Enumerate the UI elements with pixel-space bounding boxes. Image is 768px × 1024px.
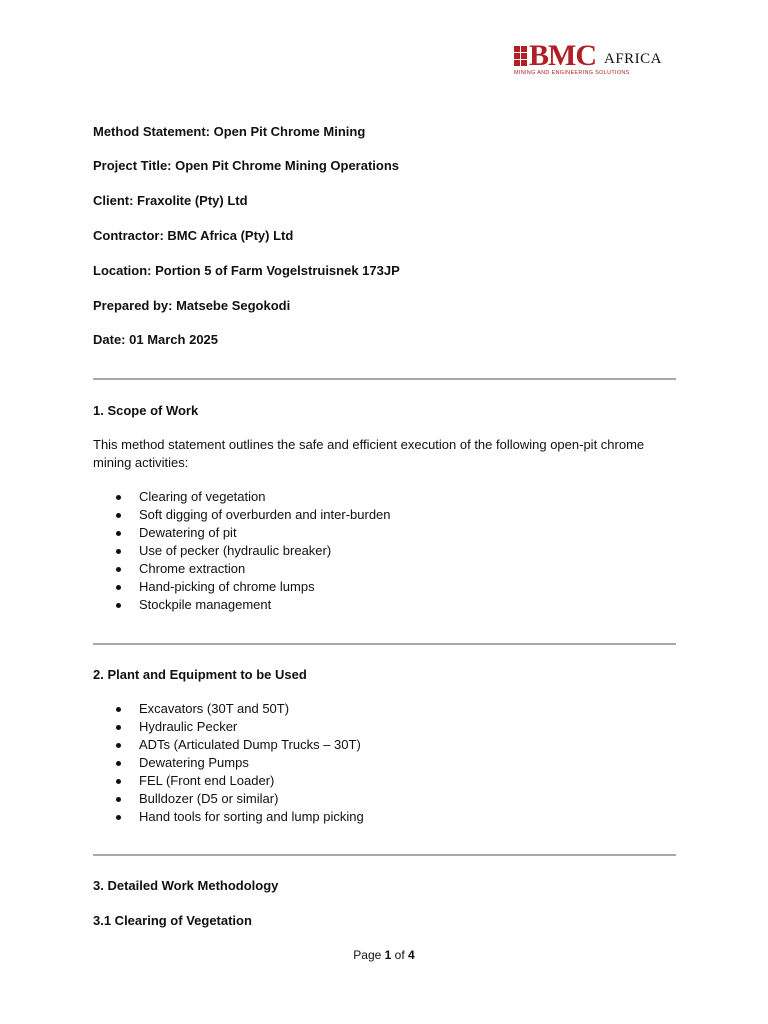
list-item: FEL (Front end Loader) xyxy=(93,772,364,790)
bullet-icon xyxy=(116,531,121,536)
current-page-number: 1 xyxy=(384,948,392,962)
divider xyxy=(93,643,676,645)
list-item: Hand tools for sorting and lump picking xyxy=(93,808,364,826)
company-logo xyxy=(514,39,674,80)
list-item: Stockpile management xyxy=(93,596,391,614)
of-label: of xyxy=(394,948,405,962)
logo-brand: BMC xyxy=(529,39,596,72)
list-item: Dewatering of pit xyxy=(93,524,391,542)
bullet-icon xyxy=(116,725,121,730)
list-item: Hydraulic Pecker xyxy=(93,718,364,736)
bullet-icon xyxy=(116,815,121,820)
subsection-heading-clearing: 3.1 Clearing of Vegetation xyxy=(93,913,252,928)
list-item: Clearing of vegetation xyxy=(93,488,391,506)
method-statement-title: Method Statement: Open Pit Chrome Mining xyxy=(93,124,366,139)
page-footer xyxy=(0,947,768,963)
bullet-icon xyxy=(116,779,121,784)
section-heading-methodology: 3. Detailed Work Methodology xyxy=(93,878,279,893)
total-pages-number: 4 xyxy=(408,948,415,962)
equipment-list xyxy=(93,700,364,826)
bullet-icon xyxy=(116,549,121,554)
list-item: Bulldozer (D5 or similar) xyxy=(93,790,364,808)
location-line: Location: Portion 5 of Farm Vogelstruisnek 173JP xyxy=(93,263,400,278)
list-item: Soft digging of overburden and inter-burden xyxy=(93,506,391,524)
list-item: Dewatering Pumps xyxy=(93,754,364,772)
logo-mark-icon xyxy=(514,46,528,72)
list-item: Hand-picking of chrome lumps xyxy=(93,578,391,596)
logo-tagline: MINING AND ENGINEERING SOLUTIONS xyxy=(514,70,630,76)
bullet-icon xyxy=(116,743,121,748)
prepared-by-line: Prepared by: Matsebe Segokodi xyxy=(93,298,291,313)
divider xyxy=(93,378,676,380)
bullet-icon xyxy=(116,495,121,500)
section-heading-scope: 1. Scope of Work xyxy=(93,403,199,418)
list-item: Excavators (30T and 50T) xyxy=(93,700,364,718)
bullet-icon xyxy=(116,513,121,518)
list-item: Chrome extraction xyxy=(93,560,391,578)
bullet-icon xyxy=(116,797,121,802)
project-title: Project Title: Open Pit Chrome Mining Operations xyxy=(93,158,400,173)
page-label: Page xyxy=(353,948,382,962)
divider xyxy=(93,854,676,856)
bullet-icon xyxy=(116,603,121,608)
logo-suffix: AFRICA xyxy=(604,51,663,67)
list-item: ADTs (Articulated Dump Trucks – 30T) xyxy=(93,736,364,754)
bullet-icon xyxy=(116,567,121,572)
bullet-icon xyxy=(116,585,121,590)
scope-intro: This method statement outlines the safe and efficient execution of the following open-pit chrome mining activities: xyxy=(93,437,645,470)
client-line: Client: Fraxolite (Pty) Ltd xyxy=(93,193,248,208)
scope-list xyxy=(93,488,391,614)
contractor-line: Contractor: BMC Africa (Pty) Ltd xyxy=(93,228,294,243)
date-line: Date: 01 March 2025 xyxy=(93,332,219,347)
list-item: Use of pecker (hydraulic breaker) xyxy=(93,542,391,560)
section-heading-equipment: 2. Plant and Equipment to be Used xyxy=(93,667,307,682)
bullet-icon xyxy=(116,761,121,766)
bullet-icon xyxy=(116,707,121,712)
